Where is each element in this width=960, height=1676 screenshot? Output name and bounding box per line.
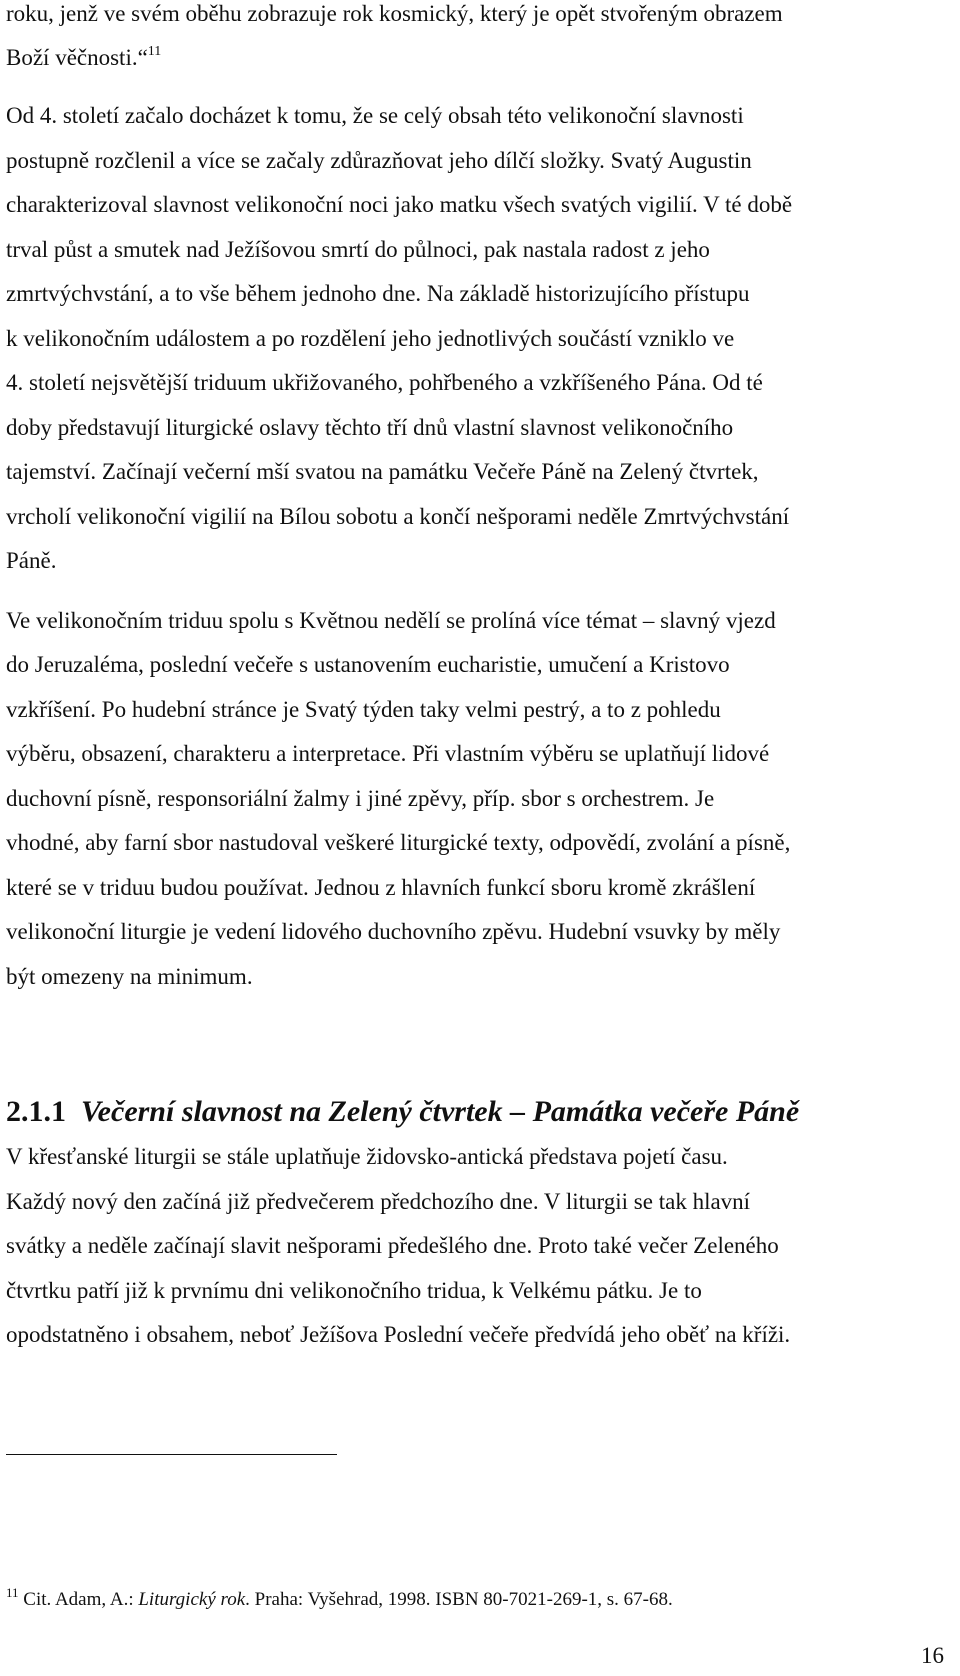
paragraph-3-line-3: vzkříšení. Po hudební stránce je Svatý týden taky velmi pestrý, a to z pohledu	[6, 697, 721, 722]
paragraph-1-line-2	[6, 44, 906, 72]
paragraph-4-line-3: svátky a neděle začínají slavit nešporami předešlého dne. Proto také večer Zeleného	[6, 1233, 779, 1258]
footnote-reference: 11	[147, 44, 162, 59]
paragraph-2-line-10: vrcholí velikonoční vigilií na Bílou sobotu a končí nešporami neděle Zmrtvýchvstání	[6, 504, 790, 529]
paragraph-3-line-2: do Jeruzaléma, poslední večeře s ustanovením eucharistie, umučení a Kristovo	[6, 652, 730, 677]
paragraph-2-line-9: tajemství. Začínají večerní mší svatou na památku Večeře Páně na Zelený čtvrtek,	[6, 459, 759, 484]
paragraph-4-line-2: Každý nový den začíná již předvečerem předchozího dne. V liturgii se tak hlavní	[6, 1189, 751, 1214]
footnote-text-before: Cit. Adam, A.:	[23, 1589, 139, 1610]
paragraph-3-line-7: které se v triduu budou používat. Jednou z hlavních funkcí sboru kromě zkrášlení	[6, 875, 756, 900]
paragraph-2-line-4: trval půst a smutek nad Ježíšovou smrtí do půlnoci, pak nastala radost z jeho	[6, 237, 710, 262]
paragraph-3-line-5: duchovní písně, responsoriální žalmy i jiné zpěvy, příp. sbor s orchestrem. Je	[6, 786, 715, 811]
paragraph-2-line-8: doby představují liturgické oslavy těchto tří dnů vlastní slavnost velikonočního	[6, 415, 734, 440]
footnote-book-title: Liturgický rok	[138, 1589, 246, 1610]
paragraph-3-line-1: Ve velikonočním triduu spolu s Květnou nedělí se prolíná více témat – slavný vjezd	[6, 608, 776, 633]
paragraph-2-line-1: Od 4. století začalo docházet k tomu, že se celý obsah této velikonoční slavnosti	[6, 103, 744, 128]
paragraph-2-line-2: postupně rozčlenil a více se začaly zdůrazňovat jeho dílčí složky. Svatý Augustin	[6, 148, 752, 173]
section-heading	[6, 1094, 926, 1130]
footnote-number: 11	[6, 1585, 19, 1600]
paragraph-2-line-11: Páně.	[6, 548, 57, 573]
paragraph-1-line-1: roku, jenž ve svém oběhu zobrazuje rok kosmický, který je opět stvořeným obrazem	[6, 1, 783, 26]
section-title: Večerní slavnost na Zelený čtvrtek – Památka večeře Páně	[81, 1095, 800, 1128]
paragraph-2-line-5: zmrtvýchvstání, a to vše během jednoho dne. Na základě historizujícího přístupu	[6, 281, 750, 306]
page-number: 16	[921, 1643, 944, 1668]
paragraph-2-line-6: k velikonočním událostem a po rozdělení jeho jednotlivých součástí vzniklo ve	[6, 326, 735, 351]
section-number: 2.1.1	[6, 1095, 66, 1128]
paragraph-4-line-4: čtvrtku patří již k prvnímu dni velikonočního tridua, k Velkému pátku. Je to	[6, 1278, 702, 1303]
paragraph-2-line-7: 4. století nejsvětější triduum ukřižovaného, pohřbeného a vzkříšeného Pána. Od té	[6, 370, 763, 395]
paragraph-3-line-9: být omezeny na minimum.	[6, 964, 253, 989]
paragraph-4-line-5: opodstatněno i obsahem, neboť Ježíšova Poslední večeře předvídá jeho oběť na kříži.	[6, 1322, 791, 1347]
footnote	[6, 1585, 673, 1612]
footnote-text-after: . Praha: Vyšehrad, 1998. ISBN 80-7021-269-1, s. 67-68.	[245, 1589, 673, 1610]
paragraph-3-line-6: vhodné, aby farní sbor nastudoval veškeré liturgické texty, odpovědí, zvolání a písně,	[6, 830, 791, 855]
paragraph-1-line-2-text: Boží věčnosti.“	[6, 45, 148, 70]
footnote-separator	[6, 1454, 337, 1455]
paragraph-4-line-1: V křesťanské liturgii se stále uplatňuje židovsko-antická představa pojetí času.	[6, 1144, 728, 1169]
paragraph-3-line-4: výběru, obsazení, charakteru a interpretace. Při vlastním výběru se uplatňují lidové	[6, 741, 770, 766]
paragraph-2-line-3: charakterizoval slavnost velikonoční noci jako matku všech svatých vigilií. V té době	[6, 192, 793, 217]
paragraph-3-line-8: velikonoční liturgie je vedení lidového duchovního zpěvu. Hudební vsuvky by měly	[6, 919, 781, 944]
